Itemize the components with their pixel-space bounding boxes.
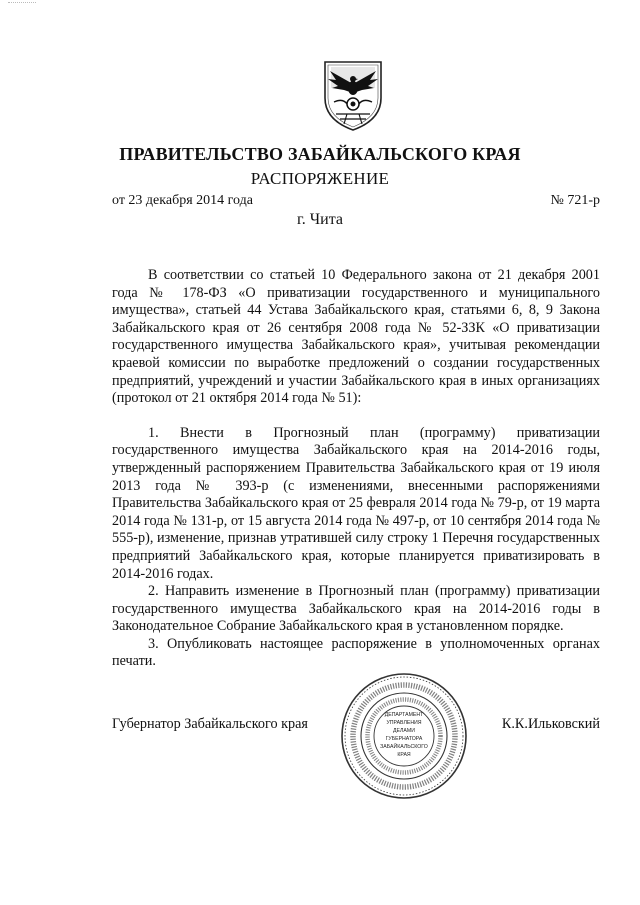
- signatory-title: Губернатор Забайкальского края: [112, 716, 308, 732]
- preamble-paragraph: В соответствии со статьей 10 Федерального закона от 21 декабря 2001 года № 178-ФЗ «О приватизации государственного и муниципального имущества», статьей 44 Устава Забайкальского края, статьями 6, 8, 9 Закона Забайкальского края от 26 сентября 2008 года № 52-ЗЗК «О приватизации государственного имущества Забайкальского края», учитывая рекомендации краевой комиссии по выработке предложений о создании государственных предприятий, учреждений и участии Забайкальского края в иных организациях (протокол от 21 октября 2014 года № 51):: [112, 267, 600, 407]
- seal-line-6: КРАЯ: [397, 752, 411, 758]
- seal-line-1: ДЕПАРТАМЕНТ: [384, 712, 424, 718]
- document-type: РАСПОРЯЖЕНИЕ: [250, 169, 390, 188]
- document-city: г. Чита: [296, 211, 343, 228]
- item-3-paragraph: 3. Опубликовать настоящее распоряжение в уполномоченных органах печати.: [112, 635, 600, 670]
- item-2-paragraph: 2. Направить изменение в Прогнозный план (программу) приватизации государственного имущества Забайкальского края на 2014-2016 годы в Законодательное Собрание Забайкальского края в установленном порядке.: [112, 583, 600, 635]
- seal-line-3: ДЕЛАМИ: [393, 728, 415, 734]
- document-body: [112, 267, 600, 671]
- document-date: от 23 декабря 2014 года: [112, 193, 253, 208]
- coat-of-arms-emblem: [322, 58, 384, 132]
- seal-line-2: УПРАВЛЕНИЯ: [386, 720, 422, 726]
- government-heading: ПРАВИТЕЛЬСТВО ЗАБАЙКАЛЬСКОГО КРАЯ: [119, 144, 521, 164]
- official-seal-stamp: [340, 672, 468, 800]
- seal-line-5: ЗАБАЙКАЛЬСКОГО: [380, 744, 428, 750]
- signatory-name: К.К.Ильковский: [501, 716, 600, 732]
- document-number: № 721-р: [550, 193, 600, 208]
- scan-artifact: [8, 2, 36, 5]
- seal-line-4: ГУБЕРНАТОРА: [385, 736, 423, 742]
- item-1-paragraph: 1. Внести в Прогнозный план (программу) приватизации государственного имущества Забайкальского края на 2014-2016 годы, утвержденный распоряжением Правительства Забайкальского края от 19 июля 2013 года № 393-р (с изменениями, внесенными распоряжениями Правительства Забайкальского края от 25 февраля 2014 года № 79-р, от 19 марта 2014 года № 131-р, от 15 августа 2014 года № 497-р, от 10 сентября 2014 года № 555-р), изменение, признав утратившей силу строку 1 Перечня государственных предприятий Забайкальского края, которые планируется приватизировать в 2014-2016 годах.: [112, 424, 600, 582]
